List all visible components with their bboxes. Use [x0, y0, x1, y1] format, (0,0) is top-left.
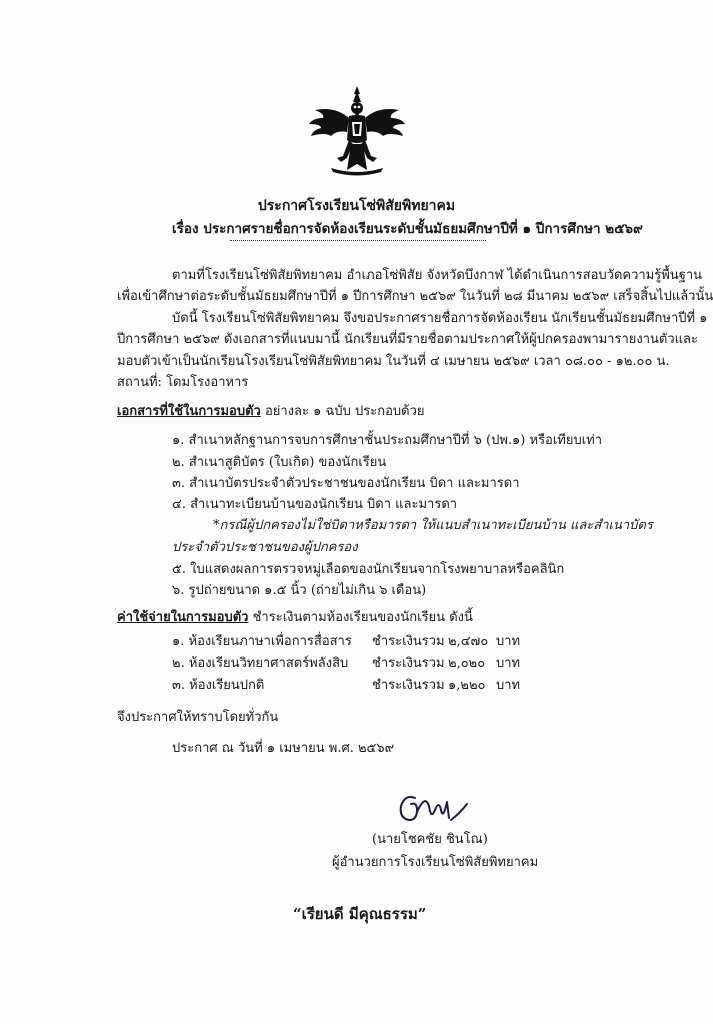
fees-heading: ค่าใช้จ่ายในการมอบตัว: [117, 610, 249, 625]
announcement-subject: เรื่อง ประกาศรายชื่อการจัดห้องเรียนระดับชั้นมัธยมศึกษาปีที่ ๑ ปีการศึกษา ๒๕๖๙: [172, 221, 643, 237]
document-item: ๕. ใบแสดงผลการตรวจหมู่เลือดของนักเรียนจากโรงพยาบาลหรือคลินิก: [172, 562, 565, 577]
signatory-position: ผู้อำนวยการโรงเรียนโซ่พิสัยพิทยาคม: [332, 855, 539, 870]
closing-notice: จึงประกาศให้ทราบโดยทั่วกัน: [117, 710, 279, 725]
fee-room: ๑. ห้องเรียนภาษาเพื่อการสื่อสาร: [172, 634, 352, 649]
document-note-line-1: *กรณีผู้ปกครองไม่ใช่บิดาหรือมารดา ให้แนบสำเนาทะเบียนบ้าน และสำเนาบัตร: [213, 518, 653, 533]
signature-image: [395, 790, 473, 830]
documents-heading-row: [117, 404, 425, 420]
document-item: ๒. สำเนาสูติบัตร (ใบเกิด) ของนักเรียน: [172, 455, 387, 470]
fee-amount: ๒,๔๗๐: [448, 634, 489, 649]
fees-heading-row: [117, 610, 473, 626]
fee-label: ชำระเงินรวม: [372, 656, 445, 671]
intro-line-5: มอบตัวเข้าเป็นนักเรียนโรงเรียนโซ่พิสัยพิทยาคม ในวันที่ ๔ เมษายน ๒๕๖๙ เวลา ๐๘.๐๐ - ๑๒.๐๐ น.: [117, 354, 670, 369]
fee-amount: ๑,๒๒๐: [448, 678, 486, 693]
document-item: ๑. สำเนาหลักฐานการจบการศึกษาชั้นประถมศึกษาปีที่ ๖ (ปพ.๑) หรือเทียบเท่า: [172, 433, 603, 448]
signatory-name: (นายโชคชัย ชินโณ): [372, 832, 488, 847]
intro-line-2: เพื่อเข้าศึกษาต่อระดับชั้นมัธยมศึกษาปีที่ ๑ ปีการศึกษา ๒๕๖๙ ในวันที่ ๒๘ มีนาคม ๒๕๖๙ เสร็จสิ้นไปแล้วนั้น: [117, 289, 713, 304]
fee-unit: บาท: [496, 634, 521, 649]
document-note-line-2: ประจำตัวประชาชนของผู้ปกครอง: [172, 540, 358, 555]
intro-line-3: บัดนี้ โรงเรียนโซ่พิสัยพิทยาคม จึงขอประกาศรายชื่อการจัดห้องเรียน นักเรียนชั้นมัธยมศึกษาปีที่ ๑: [172, 311, 708, 326]
document-item: ๖. รูปถ่ายขนาด ๑.๕ นิ้ว (ถ่ายไม่เกิน ๖ เดือน): [172, 583, 427, 598]
document-item: ๓. สำเนาบัตรประจำตัวประชาชนของนักเรียน บิดา และมารดา: [172, 476, 520, 491]
fee-unit: บาท: [496, 678, 521, 693]
announcement-date: ประกาศ ณ วันที่ ๑ เมษายน พ.ศ. ๒๕๖๙: [172, 741, 395, 756]
garuda-emblem-icon: [307, 84, 407, 176]
fee-room: ๓. ห้องเรียนปกติ: [172, 678, 265, 693]
fee-label: ชำระเงินรวม: [372, 634, 445, 649]
fee-label: ชำระเงินรวม: [372, 678, 445, 693]
fees-heading-suffix: ชำระเงินตามห้องเรียนของนักเรียน ดังนี้: [248, 610, 473, 625]
intro-line-1: ตามที่โรงเรียนโซ่พิสัยพิทยาคม อำเภอโซ่พิสัย จังหวัดบึงกาฬ ได้ดำเนินการสอบวัดความรู้พื้นฐาน: [172, 268, 703, 283]
fee-room: ๒. ห้องเรียนวิทยาศาสตร์พลังสิบ: [172, 656, 349, 671]
announcement-title: ประกาศโรงเรียนโซ่พิสัยพิทยาคม: [257, 198, 456, 214]
documents-heading-suffix: อย่างละ ๑ ฉบับ ประกอบด้วย: [260, 404, 425, 419]
document-item: ๔. สำเนาทะเบียนบ้านของนักเรียน บิดา และมารดา: [172, 497, 458, 512]
fee-amount: ๒,๐๒๐: [448, 656, 486, 671]
intro-line-4: ปีการศึกษา ๒๕๖๙ ดังเอกสารที่แนบมานี้ นักเรียนที่มีรายชื่อตามประกาศให้ผู้ปกครองพามารายงานตัวและ: [117, 332, 698, 347]
documents-heading: เอกสารที่ใช้ในการมอบตัว: [117, 404, 261, 419]
school-motto: “เรียนดี มีคุณธรรม”: [293, 905, 427, 923]
divider: [230, 240, 486, 241]
fee-unit: บาท: [496, 656, 521, 671]
intro-line-6: สถานที่: โดมโรงอาหาร: [117, 375, 249, 390]
